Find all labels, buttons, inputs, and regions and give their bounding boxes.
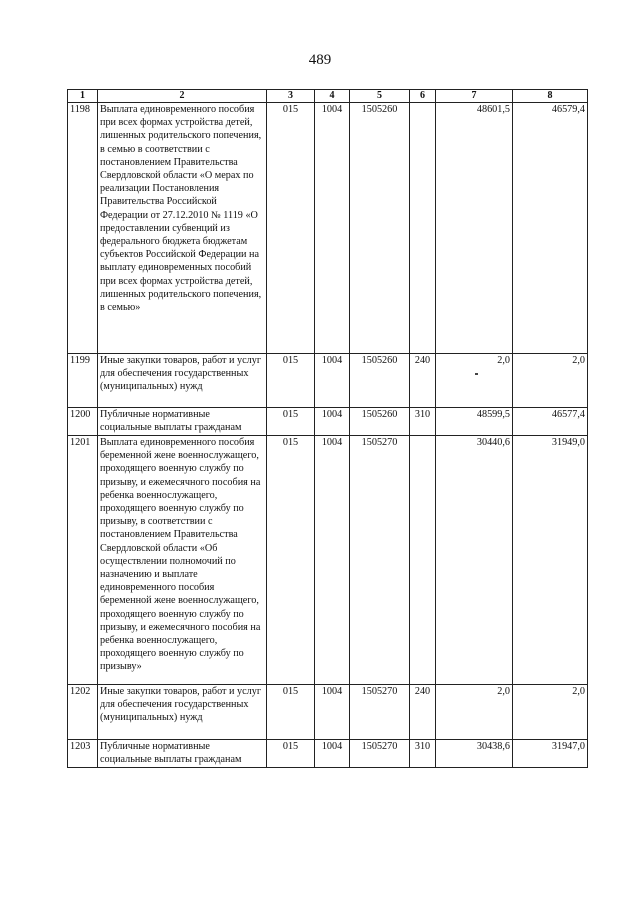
section-code: 1004 xyxy=(315,103,350,354)
line-number: 1200 xyxy=(68,408,98,436)
amount-col8: 31947,0 xyxy=(513,740,588,768)
section-code: 1004 xyxy=(315,436,350,685)
scan-speck xyxy=(475,373,478,375)
amount-col7: 2,0 xyxy=(436,685,513,740)
table-row xyxy=(68,685,588,740)
amount-col8: 46577,4 xyxy=(513,408,588,436)
line-number: 1203 xyxy=(68,740,98,768)
header-cell-7: 7 xyxy=(436,90,513,103)
amount-col7: 30440,6 xyxy=(436,436,513,685)
expense-name: Иные закупки товаров, работ и услуг для обеспечения государственных (муниципальных) нужд xyxy=(98,685,267,740)
expense-type-code: 310 xyxy=(410,408,436,436)
line-number: 1199 xyxy=(68,354,98,408)
ministry-code: 015 xyxy=(267,740,315,768)
table-row xyxy=(68,740,588,768)
expense-name: Выплата единовременного пособия беременной жене военнослужащего, проходящего военную службу по призыву, и ежемесячного пособия на ребенка военнослужащего, проходящего военную службу по призыву, в соответствии с постановлением Правительства Свердловской области «Об осуществлении полномочий по назначению и выплате единовременного пособия беременной жене военнослужащего, проходящего военную службу по призыву, и ежемесячного пособия на ребенка военнослужащего, проходящего военную службу по призыву» xyxy=(98,436,267,685)
expense-type-code: 240 xyxy=(410,685,436,740)
amount-col7: 48599,5 xyxy=(436,408,513,436)
line-number: 1201 xyxy=(68,436,98,685)
table-row xyxy=(68,103,588,354)
expense-type-code: 240 xyxy=(410,354,436,408)
ministry-code: 015 xyxy=(267,685,315,740)
ministry-code: 015 xyxy=(267,436,315,685)
section-code: 1004 xyxy=(315,408,350,436)
target-article-code: 1505260 xyxy=(350,103,410,354)
expense-name: Иные закупки товаров, работ и услуг для обеспечения государственных (муниципальных) нужд xyxy=(98,354,267,408)
amount-col7: 2,0 xyxy=(436,354,513,408)
ministry-code: 015 xyxy=(267,354,315,408)
ministry-code: 015 xyxy=(267,103,315,354)
header-cell-8: 8 xyxy=(513,90,588,103)
header-cell-6: 6 xyxy=(410,90,436,103)
section-code: 1004 xyxy=(315,740,350,768)
line-number: 1198 xyxy=(68,103,98,354)
expense-name: Публичные нормативные социальные выплаты гражданам xyxy=(98,740,267,768)
header-row xyxy=(68,90,588,103)
section-code: 1004 xyxy=(315,354,350,408)
amount-col8: 31949,0 xyxy=(513,436,588,685)
section-code: 1004 xyxy=(315,685,350,740)
target-article-code: 1505260 xyxy=(350,354,410,408)
target-article-code: 1505270 xyxy=(350,436,410,685)
header-cell-4: 4 xyxy=(315,90,350,103)
header-cell-2: 2 xyxy=(98,90,267,103)
table-row xyxy=(68,436,588,685)
table-row xyxy=(68,354,588,408)
amount-col7: 30438,6 xyxy=(436,740,513,768)
amount-col7: 48601,5 xyxy=(436,103,513,354)
header-cell-3: 3 xyxy=(267,90,315,103)
expense-name: Публичные нормативные социальные выплаты гражданам xyxy=(98,408,267,436)
expense-type-code: 310 xyxy=(410,740,436,768)
header-cell-1: 1 xyxy=(68,90,98,103)
page-number: 489 xyxy=(308,52,332,68)
budget-table xyxy=(67,89,588,768)
amount-col8: 2,0 xyxy=(513,685,588,740)
expense-type-code xyxy=(410,436,436,685)
amount-col8: 2,0 xyxy=(513,354,588,408)
header-cell-5: 5 xyxy=(350,90,410,103)
target-article-code: 1505270 xyxy=(350,685,410,740)
line-number: 1202 xyxy=(68,685,98,740)
table-row xyxy=(68,408,588,436)
ministry-code: 015 xyxy=(267,408,315,436)
expense-type-code xyxy=(410,103,436,354)
target-article-code: 1505260 xyxy=(350,408,410,436)
amount-col8: 46579,4 xyxy=(513,103,588,354)
expense-name: Выплата единовременного пособия при всех формах устройства детей, лишенных родительского попечения, в семью в соответствии с постановлением Правительства Свердловской области «О мерах по реализации Постановления Правительства Российской Федерации от 27.12.2010 № 1119 «О предоставлении субвенций из федерального бюджета бюджетам субъектов Российской Федерации на выплату единовременных пособий при всех формах устройства детей, лишенных родительского попечения, в семью» xyxy=(98,103,267,354)
target-article-code: 1505270 xyxy=(350,740,410,768)
